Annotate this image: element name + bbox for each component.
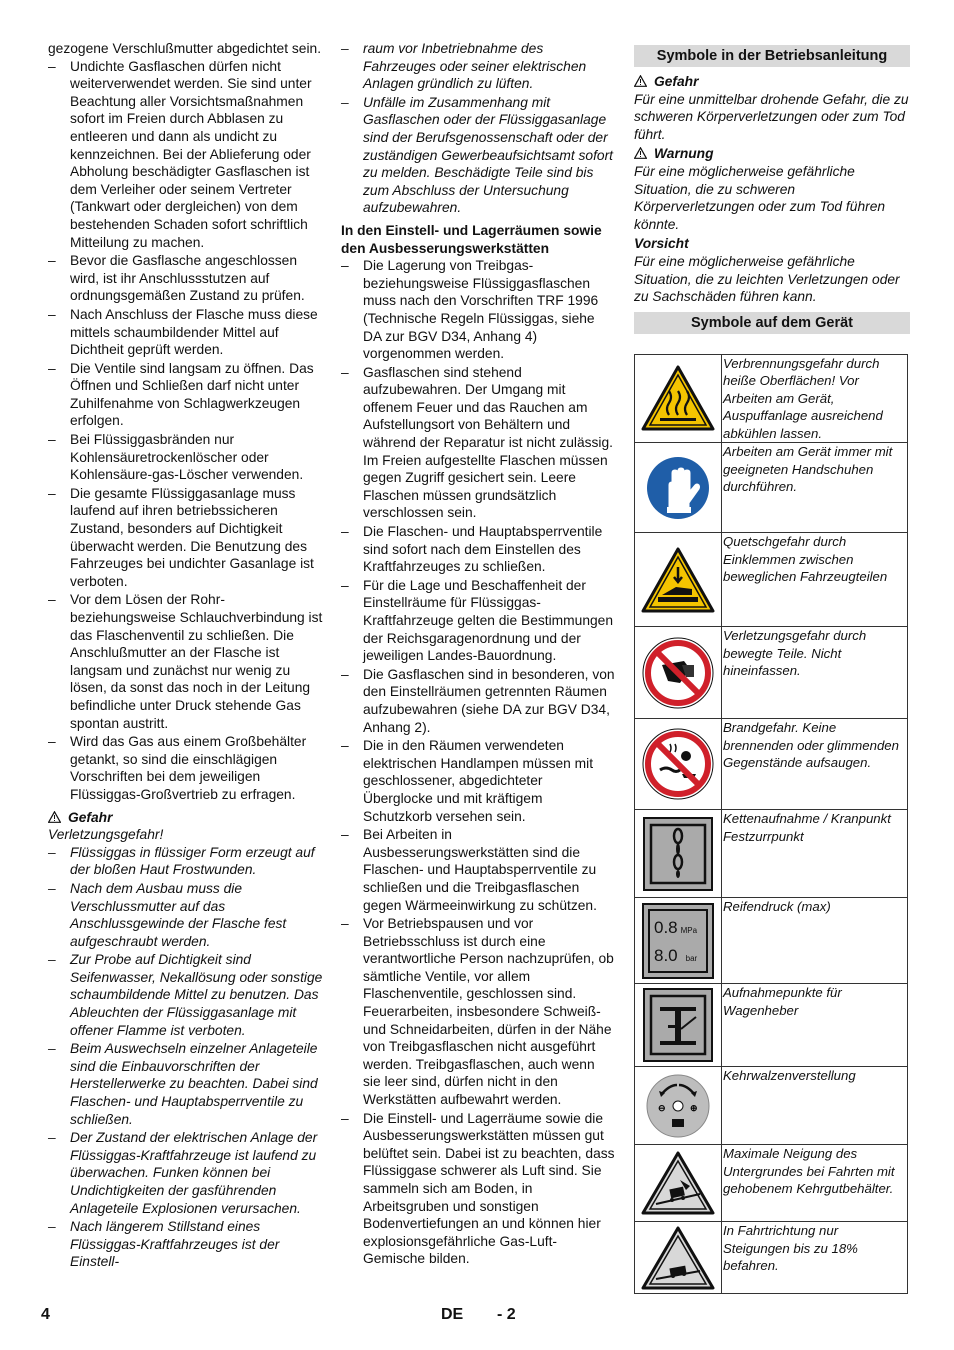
gefahr-heading <box>634 73 910 91</box>
list-item: – Nach längerem Stillstand eines Flüssiggas-Kraftfahrzeuges ist der Einstell- <box>48 1218 324 1271</box>
list-item: – Die Gasflaschen sind in besonderen, von den Einstellräumen getrennten Räumen aufzubewahren (siehe DA zur BGV D34, Anhang 2). <box>341 666 615 736</box>
symbol-description: Quetschgefahr durch Einklemmen zwischen beweglichen Fahrzeugteilen <box>722 533 908 627</box>
svg-text:⊕: ⊕ <box>690 1102 698 1113</box>
list-item: – Die Ventile sind langsam zu öffnen. Das Öffnen und Schließen darf nicht unter Zuhilfenahme von Schlagwerkzeugen erfolgen. <box>48 360 324 430</box>
danger-label: Gefahr <box>68 809 113 825</box>
danger-subtitle: Verletzungsgefahr! <box>48 827 164 843</box>
list-item-continued: – raum vor Inbetriebnahme des Fahrzeuges oder seiner elektrischen Anlagen gründlich zu lüften. <box>341 40 615 93</box>
section-title-manual-symbols: Symbole in der Betriebsanleitung <box>634 45 910 67</box>
symbol-description: Kettenaufnahme / Kranpunkt Festzurrpunkt <box>722 810 908 898</box>
tire-pressure-plate <box>642 903 714 979</box>
continued-danger-list <box>341 40 615 217</box>
column-right <box>634 45 910 1294</box>
list-item: – Vor dem Lösen der Rohr- beziehungsweise Schlauchverbindung ist das Flaschenventil zu schließen. Die Anschlußmutter an der Flasche ist langsam und zunächst nur wenig zu lösen, da sonst das noch in der Leitung befindliche unter Druck stehende Gas spontan austritt. <box>48 591 324 732</box>
symbol-description: Brandgefahr. Keine brennenden oder glimmenden Gegenstände aufsaugen. <box>722 719 908 810</box>
section-title-device-symbols: Symbole auf dem Gerät <box>634 312 910 334</box>
warnung-label: Warnung <box>654 146 714 162</box>
symbol-description: Maximale Neigung des Untergrundes bei Fahrten mit gehobenem Kehrgutbehälter. <box>722 1145 908 1222</box>
list-item: – Die gesamte Flüssiggasanlage muss laufend auf ihren betriebssicheren Zustand, besonders auf Dichtigkeit überwacht werden. Die Benutzung des Fahrzeuges bei undichter Gasanlage ist verboten. <box>48 485 324 591</box>
gefahr-text: Für eine unmittelbar drohende Gefahr, die zu schweren Körperverletzungen oder zum Tod führt. <box>634 91 909 142</box>
warnung-heading <box>634 145 910 163</box>
table-row <box>635 719 908 810</box>
gloves-icon <box>635 443 722 533</box>
page-number: 4 <box>41 1306 50 1323</box>
list-item: – Unfälle im Zusammenhang mit Gasflaschen oder der Flüssiggasanlage sind der Berufsgenossenschaft oder der zuständigen Gewerbeaufsichtsamt sofort zu melden. Beschädigte Teile sind bis zum Abschluss der Untersuchung aufzubewahren. <box>341 94 615 217</box>
pressure-mpa-value: 0.8 <box>654 917 678 937</box>
vorsicht-heading: Vorsicht <box>634 236 689 252</box>
list-item: – Die in den Räumen verwendeten elektrischen Handlampen müssen mit geschlossener, abgedichteter Überglocke und mit kräftigem Schutzkorb versehen sein. <box>341 737 615 825</box>
vorsicht-text: Für eine möglicherweise gefährliche Situation, die zu leichten Verletzungen oder zu Sachschäden führen kann. <box>634 253 900 305</box>
pressure-bar-unit: bar <box>685 953 698 963</box>
table-row <box>635 533 908 627</box>
broom-adjust-icon <box>635 1067 722 1145</box>
storage-list <box>341 257 615 1268</box>
max-incline-icon <box>635 1222 722 1294</box>
list-item: – Nach Anschluss der Flasche muss diese mittels schaumbildender Mittel auf Dichtheit geprüft werden. <box>48 306 324 359</box>
symbol-description: Aufnahmepunkte für Wagenheber <box>722 984 908 1067</box>
list-item: – Die Flaschen- und Hauptabsperrventile sind sofort nach dem Einstellen des Kraftfahrzeuges zu schließen. <box>341 523 615 576</box>
chain-tiedown-icon <box>635 810 722 898</box>
warning-triangle-icon <box>634 75 648 87</box>
sub-page-number: - 2 <box>497 1306 516 1323</box>
warnung-text: Für eine möglicherweise gefährliche Situation, die zu schweren Körperverletzungen oder zum Tod führen könnte. <box>634 163 886 232</box>
list-item: – Wird das Gas aus einem Großbehälter getankt, so sind die einschlägigen Vorschriften bei dem jeweiligen Flüssiggas-Großvertrieb zu erfragen. <box>48 733 324 803</box>
svg-text:⊖: ⊖ <box>658 1102 666 1113</box>
list-item: – Nach dem Ausbau muss die Verschlussmutter auf das Anschlussgewinde der Flasche fest aufgeschraubt werden. <box>48 880 324 950</box>
list-item: – Bei Arbeiten in Ausbesserungswerkstätten sind die Flaschen- und Hauptabsperrventile zu schließen und die Treibgasflaschen gegen Wärmeeinwirkung zu schützen. <box>341 826 615 914</box>
list-item: – Bei Flüssiggasbränden nur Kohlensäuretrockenlöscher oder Kohlensäure-gas-Löscher verwenden. <box>48 431 324 484</box>
intro-text: gezogene Verschlußmutter abgedichtet sein. <box>48 41 322 56</box>
table-row <box>635 443 908 533</box>
danger-heading <box>48 809 324 827</box>
section-heading: In den Einstell- und Lagerräumen sowie den Ausbesserungswerkstätten <box>341 222 602 256</box>
list-item: – Gasflaschen sind stehend aufzubewahren. Der Umgang mit offenem Feuer und das Rauchen am Aufstellungsort von Behältern und während der Reparatur ist nicht zulässig. Im Freien aufgestellte Flaschen müssen gegen Zugriff gesichert sein. Leere Flaschen müssen grundsätzlich verschlossen sein. <box>341 364 615 522</box>
warning-triangle-icon <box>634 147 648 159</box>
table-row <box>635 810 908 898</box>
list-item: – Beim Auswechseln einzelner Anlageteile sind die Einbauvorschriften der Herstellerwerke zu beachten. Dabei sind Flaschen- und Hauptabsperrventile zu schließen. <box>48 1040 324 1128</box>
table-row <box>635 1145 908 1222</box>
symbol-description: Kehrwalzenverstellung <box>722 1067 908 1145</box>
table-row <box>635 984 908 1067</box>
table-row <box>635 354 908 443</box>
symbol-description: Verbrennungsgefahr durch heiße Oberflächen! Vor Arbeiten am Gerät, Auspuffanlage ausreichend abkühlen lassen. <box>722 354 908 443</box>
jack-point-icon <box>635 984 722 1067</box>
no-burning-objects-icon <box>635 719 722 810</box>
crush-hazard-icon <box>635 533 722 627</box>
gefahr-label: Gefahr <box>654 74 699 89</box>
list-item: – Der Zustand der elektrischen Anlage der Flüssiggas-Kraftfahrzeuge ist laufend zu überwachen. Funken können bei Undichtigkeiten der gasführenden Anlageteile Explosionen verursachen. <box>48 1129 324 1217</box>
list-item: – Die Lagerung von Treibgas- beziehungsweise Flüssiggasflaschen muss nach den Vorschriften TRF 1996 (Technische Regeln Flüssiggas, siehe DA zur BGV D34, Anhang 4) vorgenommen werden. <box>341 257 615 363</box>
list-item: – Flüssiggas in flüssiger Form erzeugt auf der bloßen Haut Frostwunden. <box>48 844 324 879</box>
column-middle <box>341 40 615 1269</box>
pressure-mpa-unit: MPa <box>680 925 698 935</box>
list-item: – Zur Probe auf Dichtigkeit sind Seifenwasser, Nekallösung oder sonstige schaumbildende Mittel zu benutzen. Das Ableuchten der Flüssiggasanlage mit offener Flamme ist verboten. <box>48 951 324 1039</box>
max-slope-raised-hopper-icon <box>635 1145 722 1222</box>
table-row <box>635 898 908 984</box>
pressure-bar-value: 8.0 <box>654 945 678 965</box>
tire-pressure-icon <box>635 898 722 984</box>
table-row <box>635 1067 908 1145</box>
table-row <box>635 627 908 719</box>
list-item: – Die Einstell- und Lagerräume sowie die Ausbesserungswerkstätten müssen gut belüftet sein. Dabei ist zu beachten, dass Flüssiggase schwerer als Luft sind. Sie sammeln sich am Boden, in Arbeitsgruben und sonstigen Bodenvertiefungen an und können hier explosionsgefährliche Gas-Luft-Gemische bilden. <box>341 1110 615 1268</box>
table-row <box>635 1222 908 1294</box>
device-symbols-table <box>634 354 908 1295</box>
language-code: DE <box>441 1306 464 1323</box>
list-item: – Bevor die Gasflasche angeschlossen wird, ist ihr Anschlussstutzen auf ordnungsgemäßen Zustand zu prüfen. <box>48 252 324 305</box>
symbol-description: Reifendruck (max) <box>722 898 908 984</box>
symbol-description: Arbeiten am Gerät immer mit geeigneten Handschuhen durchführen. <box>722 443 908 533</box>
list-item: – Undichte Gasflaschen dürfen nicht weiterverwendet werden. Sie sind unter Beachtung aller Vorsichtsmaßnahmen sofort im Freien durch Abblasen zu entleeren und dann als undicht zu kennzeichnen. Bei der Ablieferung oder Abholung beschädigter Gasflaschen ist dem Verleiher oder seinem Vertreter (Tankwart oder dergleichen) von dem bestehenden Schaden sofort schriftlich Mitteilung zu machen. <box>48 58 324 252</box>
list-item: – Vor Betriebspausen und vor Betriebsschluss ist durch eine verantwortliche Person nachzuprüfen, ob sämtliche Ventile, vor allem Flaschenventile, geschlossen sind. Feuerarbeiten, insbesondere Schweiß- und Schneidarbeiten, dürfen in der Nähe von Treibgasflaschen nicht ausgeführt werden. Treibgasflaschen, auch wenn sie leer sind, dürfen nicht in den Werkstätten aufbewahrt werden. <box>341 915 615 1109</box>
gas-bottle-list <box>48 58 324 804</box>
symbol-description: Verletzungsgefahr durch bewegte Teile. Nicht hineinfassen. <box>722 627 908 719</box>
danger-list <box>48 844 324 1271</box>
list-item: – Für die Lage und Beschaffenheit der Einstellräume für Flüssiggas-Kraftfahrzeuge gelten die Bestimmungen der Reichsgaragenordnung und der jeweiligen Landes-Bauordnung. <box>341 577 615 665</box>
symbol-description: In Fahrtrichtung nur Steigungen bis zu 18% befahren. <box>722 1222 908 1294</box>
hot-surface-icon <box>635 354 722 443</box>
warning-triangle-icon <box>48 811 62 823</box>
column-left <box>48 40 324 1272</box>
no-reach-in-icon <box>635 627 722 719</box>
